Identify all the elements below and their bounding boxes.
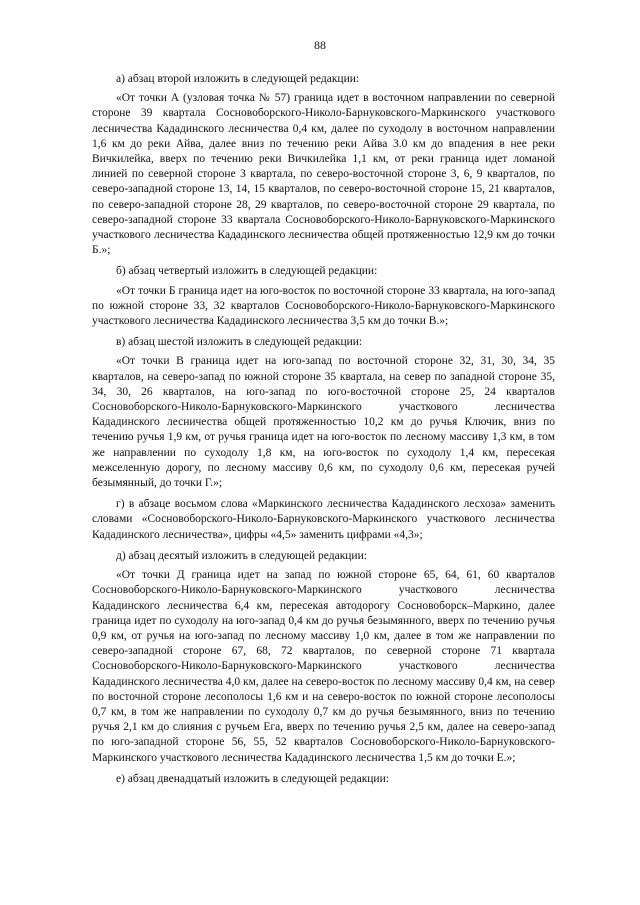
paragraph-body-d: «От точки Д граница идет на запад по южной стороне 65, 64, 61, 60 кварталов Сосновоборского-Николо-Барнуковского-Маркинского участкового лесничества Кададинского лесничества 6,4 км, пересекая автодорогу Сосновоборск–Маркино, далее граница идет по суходолу на юго-запад 0,4 км до ручья безымянного, вверх по течению ручья 0,9 км, от ручья на юго-запад по лесному массиву 1,0 км, далее в том же направлении по северо-западной стороне 67, 68, 72 кварталов, по северной стороне 71 квартала Сосновоборского-Николо-Барнуковского-Маркинского участкового лесничества Кададинского лесничества 4,0 км, далее на северо-восток по лесному массиву 0,4 км, на север по восточной стороне лесополосы 1,6 км и на северо-восток по южной стороне лесополосы 0,7 км, в том же направлении по суходолу 0,7 км до ручья безымянного, вниз по течению ручья 2,1 км до слияния с ручьем Ега, вверх по течению ручья 2,5 км, далее на северо-запад по юго-западной стороне 56, 55, 52 кварталов Сосновоборского-Николо-Барнуковского-Маркинского участкового лесничества Кададинского лесничества 1,5 км до точки Е.»; (92, 569, 555, 764)
page-number: 88 (314, 38, 326, 52)
paragraph-intro-d: д) абзац десятый изложить в следующей редакции: (116, 549, 367, 562)
document-body (92, 72, 555, 791)
paragraph-body-v: «От точки В граница идет на юго-запад по восточной стороне 32, 31, 30, 34, 35 кварталов, на северо-запад по южной стороне 35 квартала, на север по западной стороне 35, 34, 30, 26 кварталов, на юго-запад по юго-восточной стороне 25, 24 кварталов Сосновоборского-Николо-Барнуковского-Маркинского участкового лесничества Кададинского лесничества общей протяженностью 10,2 км до ручья Ключик, вниз по течению ручья 1,9 км, от ручья граница идет на юго-восток по лесному массиву 1,3 км, в том же направлении по суходолу 1,8 км, на юго-восток по суходолу 1,4 км, пересекая межселенную дорогу, по лесному массиву 0,6 км, по суходолу 0,6 км, пересекая ручей безымянный, до точки Г.»; (92, 355, 555, 490)
paragraph-body-b: «От точки Б граница идет на юго-восток по восточной стороне 33 квартала, на юго-запад по южной стороне 33, 32 кварталов Сосновоборского-Николо-Барнуковского-Маркинского участкового лесничества Кададинского лесничества 3,5 км до точки В.»; (92, 284, 555, 328)
paragraph-intro-v: в) абзац шестой изложить в следующей редакции: (116, 336, 363, 349)
paragraph-intro-b: б) абзац четвертый изложить в следующей редакции: (116, 265, 378, 278)
paragraph-intro-e: е) абзац двенадцатый изложить в следующей редакции: (116, 772, 389, 785)
paragraph-replace-g: г) в абзаце восьмом слова «Маркинского лесничества Кададинского лесхоза» заменить словами «Сосновоборского-Николо-Барнуковского-Маркинского участкового лесничества Кададинского лесничества», цифры «4,5» заменить цифрами «4,3»; (92, 498, 555, 541)
paragraph-intro-a: а) абзац второй изложить в следующей редакции: (116, 73, 360, 85)
paragraph-body-a: «От точки А (узловая точка № 57) граница идет в восточном направлении по северной стороне 39 квартала Сосновоборского-Николо-Барнуковского-Маркинского участкового лесничества Кададинского лесничества 0,4 км, далее по суходолу в восточном направлении 1,6 км до реки Айва, далее вниз по течению реки Айва 3.0 км до впадения в нее реки Вичкилейка, вверх по течению реки Вичкилейка 1,1 км, от реки граница идет ломаной линией по северной стороне 3 квартала, по северо-восточной стороне 3, 6, 9 кварталов, по северо-западной стороне 13, 14, 15 кварталов, по северо-восточной стороне 15, 21 кварталов, по северо-западной стороне 28, 29 кварталов, по северо-восточной стороне 29 квартала, по северо-западной стороне 33 квартала Сосновоборского-Николо-Барнуковского-Маркинского участкового лесничества Кададинского лесничества общей протяженностью 12,9 км до точки Б.»; (92, 92, 555, 257)
